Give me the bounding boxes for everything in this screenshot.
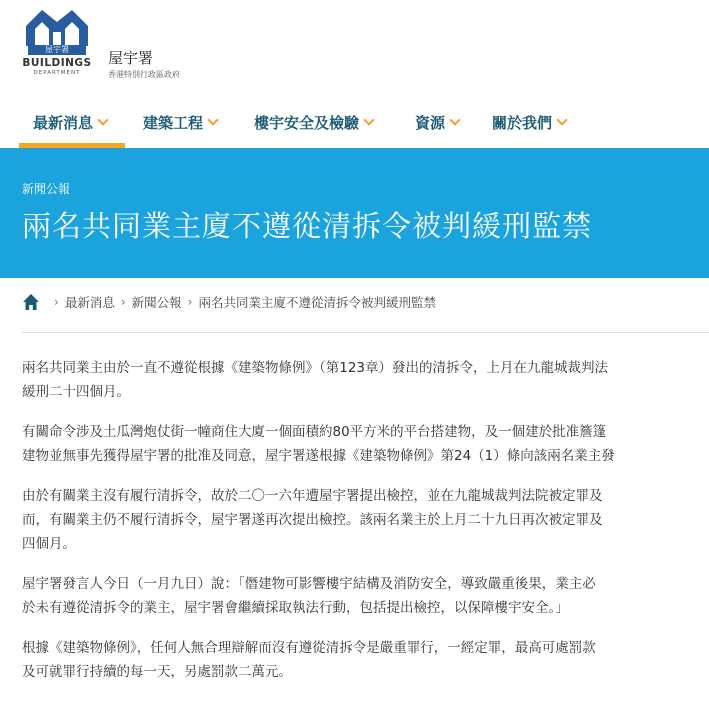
site-header	[0, 0, 709, 92]
buildings-department-logo[interactable]	[22, 4, 92, 80]
breadcrumb-separator: ›	[54, 295, 59, 309]
nav-item-resources[interactable]	[415, 100, 459, 146]
article-paragraph	[22, 420, 709, 468]
article-paragraph	[22, 356, 709, 404]
paragraph-line: 有關命令涉及土瓜灣炮仗街一幢商住大廈一個面積約80平方米的平台搭建物，及一個建於批准簷篷	[22, 424, 607, 440]
paragraph-line: 四個月。	[22, 536, 76, 552]
article-paragraph	[22, 636, 709, 684]
article-body	[22, 356, 709, 700]
chevron-down-icon	[363, 114, 374, 125]
logo-label: 屋宇署	[28, 45, 86, 55]
paragraph-line: 屋宇署發言人今日（一月九日）說：「僭建物可影響樓宇結構及消防安全，導致嚴重後果，業主必	[22, 576, 596, 592]
chevron-down-icon	[449, 114, 460, 125]
logo-department-text: DEPARTMENT	[33, 70, 81, 76]
brand-government: 香港特別行政區政府	[108, 70, 180, 79]
nav-item-about-us[interactable]	[492, 100, 566, 146]
paragraph-line: 緩刑二十四個月。	[22, 384, 130, 400]
nav-item-label: 建築工程	[143, 114, 204, 132]
article-paragraph	[22, 484, 709, 556]
paragraph-line: 及可就罪行持續的每一天，另處罰款二萬元。	[22, 664, 292, 680]
paragraph-line: 而，有關業主仍不履行清拆令，屋宇署遂再次提出檢控。該兩名業主於上月二十九日再次被定罪及	[22, 512, 603, 528]
nav-item-label: 樓宇安全及檢驗	[254, 114, 360, 132]
nav-item-building-works[interactable]	[143, 100, 217, 146]
breadcrumb-latest-news[interactable]: 最新消息	[64, 295, 115, 310]
article-paragraph	[22, 572, 709, 620]
chevron-down-icon	[207, 114, 218, 125]
paragraph-line: 於未有遵從清拆令的業主，屋宇署會繼續採取執法行動，包括提出檢控，以保障樓宇安全。」	[22, 600, 569, 616]
home-icon[interactable]	[22, 293, 40, 311]
nav-item-building-safety[interactable]	[254, 100, 373, 146]
chevron-down-icon	[556, 114, 567, 125]
breadcrumb-separator: ›	[120, 295, 126, 309]
house-logo-icon	[22, 4, 92, 50]
breadcrumb-separator: ›	[187, 295, 193, 309]
brand-name: 屋宇署	[108, 49, 154, 67]
breadcrumb	[22, 292, 436, 312]
paragraph-line: 兩名共同業主由於一直不遵從根據《建築物條例》（第123章）發出的清拆令，上月在九龍城裁判法	[22, 360, 609, 376]
paragraph-line: 建物並無事先獲得屋宇署的批准及同意，屋宇署遂根據《建築物條例》第24（1）條向該兩名業主發	[22, 448, 615, 464]
nav-item-latest-news[interactable]	[33, 100, 107, 146]
nav-item-label: 關於我們	[492, 114, 553, 132]
nav-item-label: 資源	[415, 114, 446, 132]
banner-category: 新聞公報	[22, 182, 71, 196]
page-title: 兩名共同業主廈不遵從清拆令被判緩刑監禁	[22, 209, 593, 243]
chevron-down-icon	[97, 114, 108, 125]
main-nav	[0, 100, 709, 148]
paragraph-line: 由於有關業主沒有履行清拆令，故於二〇一六年遭屋宇署提出檢控，並在九龍城裁判法院被定罪及	[22, 488, 603, 504]
logo-buildings-text: BUILDINGS	[22, 57, 92, 69]
nav-item-label: 最新消息	[33, 114, 94, 132]
divider	[22, 332, 709, 333]
breadcrumb-press-releases[interactable]: 新聞公報	[131, 295, 182, 310]
page-banner	[0, 148, 709, 278]
breadcrumb-current-page: 兩名共同業主廈不遵從清拆令被判緩刑監禁	[198, 295, 436, 310]
paragraph-line: 根據《建築物條例》，任何人無合理辯解而沒有遵從清拆令是嚴重罪行，一經定罪，最高可處罰款	[22, 640, 596, 656]
